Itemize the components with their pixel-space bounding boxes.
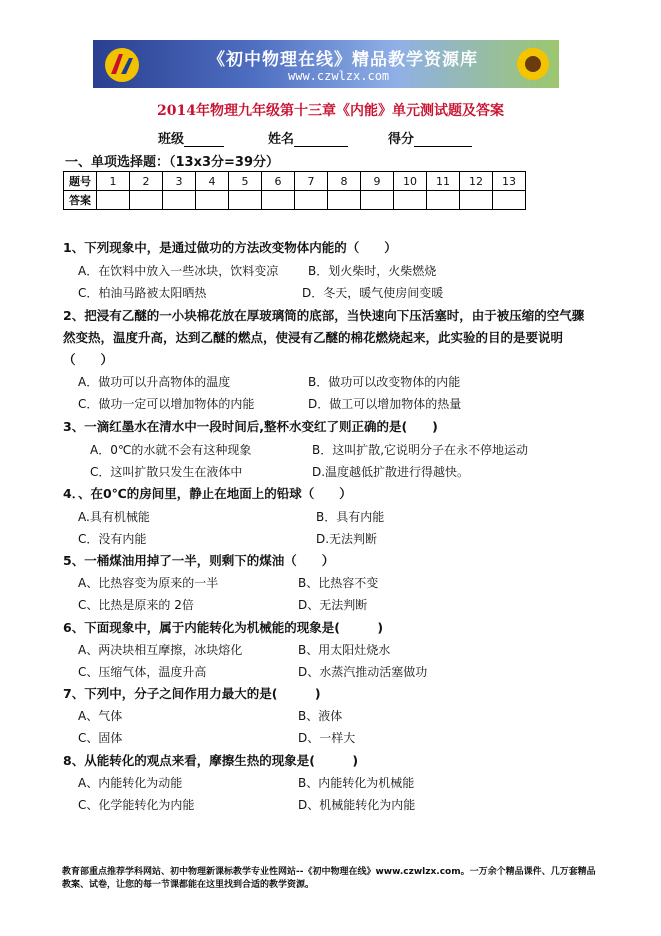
question-number-cell: 9 xyxy=(361,172,394,191)
score-field[interactable] xyxy=(388,128,472,147)
question-3-option-a[interactable]: A．0℃的水就不会有这种现象 xyxy=(90,443,252,457)
question-8-stem: 8、从能转化的观点来看，摩擦生热的现象是( ) xyxy=(63,753,359,768)
question-1-option-d[interactable]: D．冬天，暖气使房间变暖 xyxy=(302,286,444,300)
question-number-cell: 10 xyxy=(394,172,427,191)
question-number-cell: 3 xyxy=(163,172,196,191)
page-title: 2014年物理九年级第十三章《内能》单元测试题及答案 xyxy=(157,103,504,119)
question-7-stem: 7、下列中，分子之间作用力最大的是( ) xyxy=(63,686,321,701)
question-3-option-c[interactable]: C．这叫扩散只发生在液体中 xyxy=(90,465,243,479)
question-8-option-b[interactable]: B、内能转化为机械能 xyxy=(298,776,415,790)
name-blank[interactable] xyxy=(294,133,348,147)
question-1-option-a[interactable]: A．在饮料中放入一些冰块，饮料变凉 xyxy=(78,264,279,278)
question-8-option-d[interactable]: D、机械能转化为内能 xyxy=(298,798,416,812)
question-number-cell: 11 xyxy=(427,172,460,191)
answer-cell[interactable] xyxy=(328,191,361,210)
answer-cell[interactable] xyxy=(460,191,493,210)
page-footer: 教育部重点推荐学科网站、初中物理新课标教学专业性网站--《初中物理在线》www.czwlzx.com。一万余个精品课件、几万套精品教案、试卷，让您的每一节课都能在这里找到合适的教学资源。 xyxy=(62,867,596,890)
question-4-option-b[interactable]: B．具有内能 xyxy=(316,510,385,524)
question-4-option-a[interactable]: A.具有机械能 xyxy=(78,510,150,524)
question-6-option-a[interactable]: A、两决块相互摩擦，冰块熔化 xyxy=(78,643,243,657)
answer-cell[interactable] xyxy=(262,191,295,210)
class-label: 班级 xyxy=(158,132,185,147)
answer-cell[interactable] xyxy=(97,191,130,210)
question-3-option-d[interactable]: D.温度越低扩散进行得越快。 xyxy=(312,465,470,479)
question-4-option-c[interactable]: C．没有内能 xyxy=(78,532,147,546)
question-2-stem: 2、把浸有乙醚的一小块棉花放在厚玻璃筒的底部，当快速向下压活塞时，由于被压缩的空气骤然变热，温度升高，达到乙醚的燃点，使浸有乙醚的棉花燃烧起来，此实验的目的是要说明（ ） xyxy=(63,308,585,367)
table-row xyxy=(64,172,526,191)
question-number-cell: 5 xyxy=(229,172,262,191)
question-1-stem: 1、下列现象中，是通过做功的方法改变物体内能的（ ） xyxy=(63,240,397,255)
table-row xyxy=(64,191,526,210)
name-label: 姓名 xyxy=(268,132,295,147)
answer-header: 答案 xyxy=(64,191,97,210)
answer-cell[interactable] xyxy=(493,191,526,210)
question-number-cell: 1 xyxy=(97,172,130,191)
question-number-cell: 7 xyxy=(295,172,328,191)
score-blank[interactable] xyxy=(414,133,472,147)
question-number-cell: 6 xyxy=(262,172,295,191)
header-banner xyxy=(93,40,559,88)
sunflower-icon xyxy=(513,44,553,84)
name-field[interactable] xyxy=(268,128,348,147)
answer-cell[interactable] xyxy=(394,191,427,210)
answer-cell[interactable] xyxy=(361,191,394,210)
question-1-option-b[interactable]: B．划火柴时，火柴燃烧 xyxy=(308,264,437,278)
question-8-option-a[interactable]: A、内能转化为动能 xyxy=(78,776,183,790)
question-6-option-b[interactable]: B、用太阳灶烧水 xyxy=(298,643,391,657)
question-number-cell: 12 xyxy=(460,172,493,191)
question-2-option-c[interactable]: C．做功一定可以增加物体的内能 xyxy=(78,397,255,411)
question-6-option-d[interactable]: D、水蒸汽推动活塞做功 xyxy=(298,665,428,679)
question-5-option-b[interactable]: B、比热容不变 xyxy=(298,576,379,590)
question-4-stem: 4．、在0℃的房间里，静止在地面上的铅球（ ） xyxy=(63,486,352,501)
banner-title: 《初中物理在线》精品教学资源库 xyxy=(208,50,478,70)
question-3-stem: 3、一滴红墨水在清水中一段时间后,整杯水变红了则正确的是( ) xyxy=(63,419,438,434)
question-7-option-a[interactable]: A、气体 xyxy=(78,709,123,723)
question-5-stem: 5、一桶煤油用掉了一半，则剩下的煤油（ ） xyxy=(63,553,335,568)
answer-cell[interactable] xyxy=(229,191,262,210)
question-number-header: 题号 xyxy=(64,172,97,191)
score-label: 得分 xyxy=(388,132,415,147)
question-number-cell: 13 xyxy=(493,172,526,191)
question-6-stem: 6、下面现象中，属于内能转化为机械能的现象是( ) xyxy=(63,620,384,635)
answer-cell[interactable] xyxy=(130,191,163,210)
question-8-option-c[interactable]: C、化学能转化为内能 xyxy=(78,798,195,812)
answer-cell[interactable] xyxy=(196,191,229,210)
question-7-option-c[interactable]: C、固体 xyxy=(78,731,123,745)
question-7-option-b[interactable]: B、液体 xyxy=(298,709,343,723)
question-5-option-d[interactable]: D、无法判断 xyxy=(298,598,368,612)
question-number-cell: 2 xyxy=(130,172,163,191)
question-6-option-c[interactable]: C、压缩气体，温度升高 xyxy=(78,665,207,679)
class-field[interactable] xyxy=(158,128,224,147)
question-number-cell: 4 xyxy=(196,172,229,191)
banner-url[interactable]: www.czwlzx.com xyxy=(288,69,390,83)
question-5-option-c[interactable]: C、比热是原来的 2倍 xyxy=(78,598,194,612)
class-blank[interactable] xyxy=(184,133,224,147)
question-2-option-b[interactable]: B．做功可以改变物体的内能 xyxy=(308,375,461,389)
question-5-option-a[interactable]: A、比热容变为原来的一半 xyxy=(78,576,219,590)
answer-table xyxy=(63,171,526,210)
question-3-option-b[interactable]: B．这叫扩散,它说明分子在永不停地运动 xyxy=(312,443,529,457)
question-2-option-a[interactable]: A．做功可以升高物体的温度 xyxy=(78,375,231,389)
answer-cell[interactable] xyxy=(295,191,328,210)
question-2-option-d[interactable]: D．做工可以增加物体的热量 xyxy=(308,397,462,411)
site-logo-icon xyxy=(103,46,141,84)
answer-cell[interactable] xyxy=(427,191,460,210)
answer-cell[interactable] xyxy=(163,191,196,210)
question-number-cell: 8 xyxy=(328,172,361,191)
section-heading: 一、单项选择题：（13x3分=39分） xyxy=(65,155,280,170)
question-4-option-d[interactable]: D.无法判断 xyxy=(316,532,378,546)
question-1-option-c[interactable]: C．柏油马路被太阳晒热 xyxy=(78,286,207,300)
question-7-option-d[interactable]: D、一样大 xyxy=(298,731,356,745)
